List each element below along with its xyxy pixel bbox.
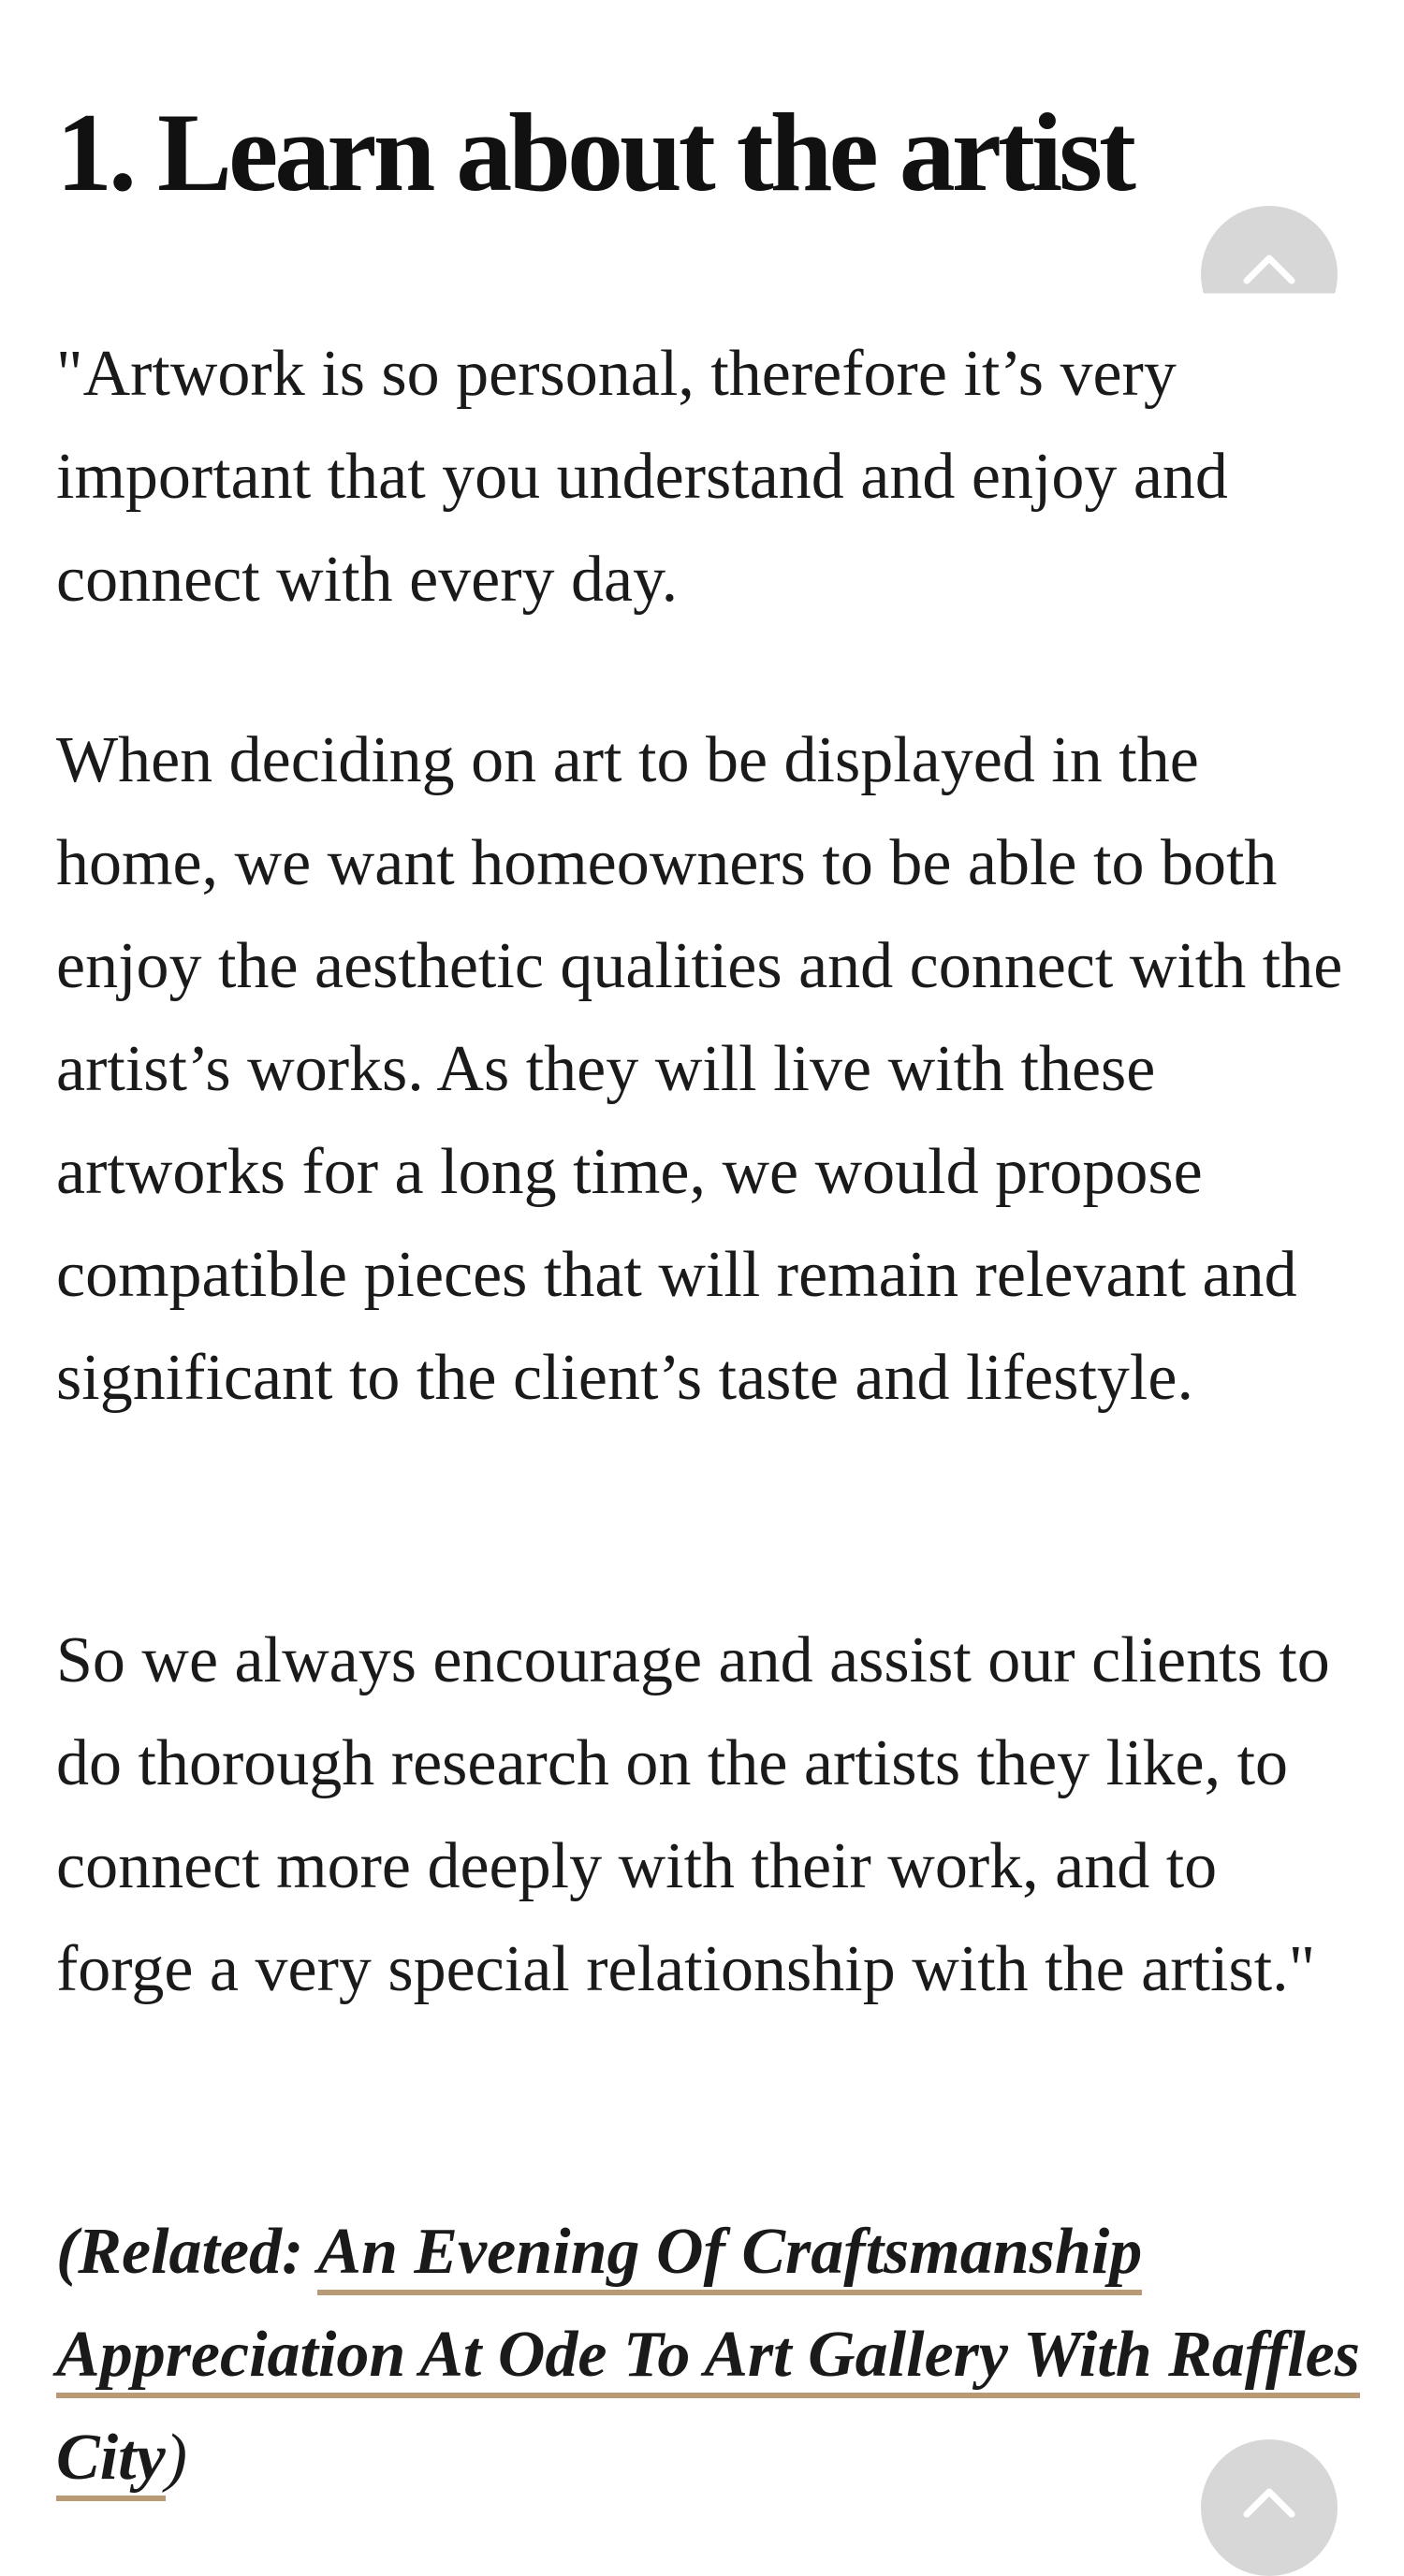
chevron-up-icon	[1241, 2484, 1297, 2518]
quote-paragraph-2: When deciding on art to be displayed in the home, we want homeowners to be able to both enjoy the aesthetic qualities and connect with the artist’s works. As they will live with these artworks for a long time, we would propose compatible pieces that will remain relevant and significant to the client’s taste and lifestyle.	[56, 724, 1343, 1414]
quote-paragraph-1: "Artwork is so personal, therefore it’s very important that you understand and enjoy and connect with every day.	[56, 338, 1228, 616]
scroll-to-top-button[interactable]	[1201, 2439, 1338, 2576]
chevron-up-icon	[1241, 251, 1297, 284]
quote-paragraph-3: So we always encourage and assist our clients to do thorough research on the artists they like, to connect more deeply with their work, and to forge a very special relationship with the artist."	[56, 1624, 1330, 2005]
related-prefix: (Related:	[56, 2216, 318, 2288]
related-article-link[interactable]: An Evening Of Craftsmanship Appreciation At Ode To Art Gallery With Raffles City	[56, 2216, 1360, 2501]
related-suffix: )	[165, 2422, 187, 2494]
section-heading: 1. Learn about the artist	[56, 90, 1133, 214]
related-article-line	[56, 2201, 1367, 2510]
